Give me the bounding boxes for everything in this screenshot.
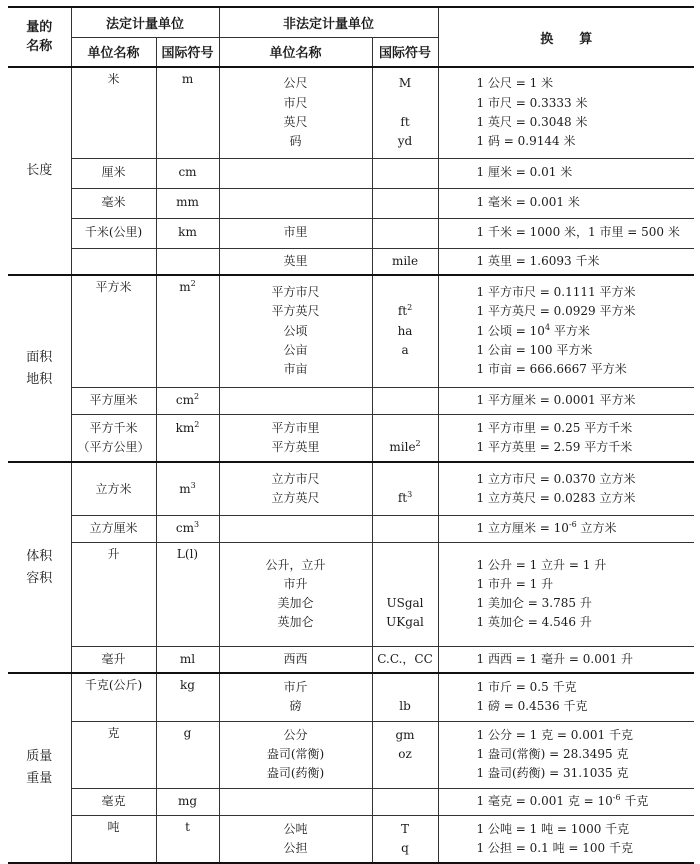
legal-unit-name-line: 吨: [107, 819, 120, 834]
nonlegal-unit-name-line: 西西: [283, 651, 308, 666]
legal-unit-name-line: 平方米: [95, 280, 132, 294]
legal-intl-symbol: [156, 387, 219, 414]
nonlegal-intl-symbol-line: ha: [397, 323, 413, 338]
legal-unit-name: [71, 462, 156, 515]
conversion-cell-line: 1 英尺 = 0.3048 米: [476, 114, 588, 129]
nonlegal-unit-name-line: 英里: [283, 253, 308, 268]
legal-intl-symbol-line: mm: [176, 195, 199, 210]
table-row: [8, 462, 694, 515]
nonlegal-unit-name-line: 英尺: [283, 114, 308, 129]
nonlegal-intl-symbol: [372, 462, 438, 515]
legal-unit-name-line: 毫升: [101, 651, 126, 666]
nonlegal-unit-name: [219, 515, 372, 542]
legal-unit-name: [71, 67, 156, 158]
legal-unit-name: [71, 218, 156, 248]
conversion-cell-line: 1 毫米 = 0.001 米: [476, 195, 580, 210]
legal-unit-name: [71, 158, 156, 188]
nonlegal-intl-symbol: [372, 248, 438, 275]
nonlegal-unit-name: [219, 188, 372, 218]
legal-unit-name-line: [72, 695, 156, 714]
legal-intl-symbol: [156, 158, 219, 188]
legal-intl-symbol-line: [157, 602, 219, 621]
header-legal-unit-name: 单位名称: [71, 37, 156, 67]
legal-intl-symbol-line: m: [181, 72, 194, 86]
nonlegal-intl-symbol: [372, 67, 438, 158]
nonlegal-intl-symbol: [372, 542, 438, 646]
nonlegal-unit-name: [219, 387, 372, 414]
conversion-cell-line: 1 公分 = 1 克 = 0.001 千克: [476, 727, 633, 742]
nonlegal-intl-symbol-line: $ft^2$: [397, 303, 413, 319]
legal-intl-symbol: [156, 248, 219, 275]
legal-intl-symbol-line: $km^2$: [175, 419, 200, 435]
header-legal-units: 法定计量单位: [71, 7, 219, 37]
conversion-cell: [438, 188, 694, 218]
unit-conversion-table: [8, 6, 694, 864]
nonlegal-intl-symbol-line: [373, 556, 438, 575]
legal-intl-symbol: [156, 646, 219, 673]
nonlegal-intl-symbol: [372, 673, 438, 721]
conversion-cell-line: 1 美加仑 = 3.785 升: [476, 596, 592, 610]
nonlegal-unit-name-line: 平方英尺: [271, 304, 320, 319]
table-row: [8, 542, 694, 646]
legal-unit-name-line: 毫米: [101, 195, 126, 210]
nonlegal-intl-symbol-line: [373, 94, 438, 113]
conversion-cell-line: 1 英里 = 1.6093 千米: [476, 253, 600, 268]
conversion-cell-line: 1 公吨 = 1 吨 = 1000 千克: [476, 821, 630, 836]
legal-intl-symbol-line: [157, 695, 219, 714]
nonlegal-unit-name-line: 平方市尺: [271, 285, 320, 300]
nonlegal-unit-name: [219, 218, 372, 248]
table-body: [8, 67, 694, 863]
quantity-name: 面积: [26, 349, 53, 365]
quantity-name-cell: [8, 67, 71, 275]
nonlegal-unit-name: [219, 815, 372, 863]
nonlegal-unit-name-line: 公担: [283, 840, 308, 855]
legal-intl-symbol-line: g: [183, 725, 192, 740]
nonlegal-intl-symbol-line: mile: [391, 253, 419, 268]
table-row: [8, 67, 694, 158]
legal-unit-name: [71, 542, 156, 646]
nonlegal-unit-name: [219, 158, 372, 188]
nonlegal-intl-symbol: [372, 158, 438, 188]
nonlegal-unit-name: [219, 248, 372, 275]
conversion-cell: [438, 721, 694, 788]
nonlegal-unit-name: [219, 646, 372, 673]
nonlegal-unit-name-line: 公顷: [283, 323, 308, 338]
nonlegal-unit-name-line: 磅: [289, 699, 302, 714]
legal-unit-name-line: 千克(公斤): [84, 678, 143, 692]
nonlegal-unit-name-line: 立方市尺: [271, 471, 320, 486]
nonlegal-unit-name: [219, 275, 372, 387]
nonlegal-intl-symbol-line: a: [401, 342, 409, 357]
legal-intl-symbol: [156, 67, 219, 158]
nonlegal-intl-symbol-line: T: [401, 821, 410, 836]
quantity-name-cell: [8, 462, 71, 673]
conversion-cell-line: 1 西西 = 1 毫升 = 0.001 升: [476, 651, 633, 666]
legal-unit-name: [71, 188, 156, 218]
nonlegal-intl-symbol: [372, 387, 438, 414]
nonlegal-unit-name-line: 市尺: [283, 95, 308, 110]
table-row: [8, 248, 694, 275]
nonlegal-intl-symbol-line: gm: [395, 727, 415, 742]
nonlegal-intl-symbol-line: [373, 764, 438, 783]
legal-unit-name-line: 平方厘米: [89, 392, 138, 407]
table-row: [8, 815, 694, 863]
quantity-name-cell: [8, 275, 71, 462]
legal-unit-name-line: [72, 762, 156, 781]
conversion-cell: [438, 218, 694, 248]
legal-unit-name: [71, 275, 156, 387]
legal-intl-symbol: [156, 721, 219, 788]
conversion-cell-line: 1 平方市里 = 0.25 平方千米: [476, 420, 633, 435]
nonlegal-intl-symbol-line: [373, 360, 438, 379]
nonlegal-intl-symbol: [372, 218, 438, 248]
conversion-cell: [438, 67, 694, 158]
legal-unit-name: [71, 646, 156, 673]
conversion-cell: [438, 542, 694, 646]
nonlegal-intl-symbol-line: $ft^3$: [397, 489, 413, 505]
header-legal-intl-symbol: 国际符号: [156, 37, 219, 67]
legal-unit-name: [71, 815, 156, 863]
legal-unit-name: [71, 721, 156, 788]
legal-unit-name-line: [72, 837, 156, 856]
legal-intl-symbol: [156, 462, 219, 515]
header-quantity-name: [8, 7, 71, 67]
nonlegal-unit-name-line: 公分: [283, 727, 308, 742]
table-row: [8, 788, 694, 815]
nonlegal-unit-name-line: 市亩: [283, 362, 308, 377]
nonlegal-intl-symbol: [372, 646, 438, 673]
conversion-cell-line: 1 立方厘米 = $10^{-6}$ 立方米: [476, 519, 617, 535]
legal-intl-symbol-line: cm: [178, 165, 197, 180]
conversion-cell-line: 1 市尺 = 0.3333 米: [476, 95, 588, 110]
quantity-name: 体积: [26, 548, 53, 564]
nonlegal-unit-name-line: 平方市里: [271, 420, 320, 435]
legal-intl-symbol-line: mg: [177, 793, 198, 808]
conversion-cell-line: 1 毫克 = 0.001 克 = $10^{-6}$ 千克: [476, 792, 649, 808]
legal-intl-symbol: [156, 815, 219, 863]
quantity-name: 质量: [26, 749, 53, 764]
nonlegal-unit-name: [219, 462, 372, 515]
unit-conversion-document: [8, 6, 694, 864]
table-row: [8, 673, 694, 721]
legal-intl-symbol-line: [157, 743, 219, 762]
nonlegal-intl-symbol-line: C.C.，CC: [377, 651, 433, 666]
nonlegal-intl-symbol: [372, 275, 438, 387]
conversion-cell-line: 1 平方厘米 = 0.0001 平方米: [476, 392, 636, 407]
nonlegal-intl-symbol: [372, 788, 438, 815]
legal-intl-symbol-line: kg: [180, 678, 195, 692]
legal-intl-symbol-line: ml: [179, 651, 196, 666]
nonlegal-intl-symbol-line: UKgal: [386, 615, 424, 630]
nonlegal-intl-symbol: [372, 515, 438, 542]
nonlegal-intl-symbol-line: [373, 419, 438, 438]
nonlegal-unit-name-line: 码: [289, 133, 302, 148]
legal-unit-name: [71, 414, 156, 462]
legal-intl-symbol-line: $cm^3$: [175, 519, 200, 535]
nonlegal-intl-symbol: [372, 815, 438, 863]
conversion-cell-line: 1 千米 = 1000 米，1 市里 = 500 米: [476, 225, 680, 240]
legal-unit-name: [71, 673, 156, 721]
nonlegal-intl-symbol-line: USgal: [386, 596, 424, 610]
nonlegal-unit-name-line: 立方英尺: [271, 490, 320, 505]
nonlegal-intl-symbol-line: [373, 223, 438, 242]
nonlegal-unit-name-line: 市升: [283, 576, 308, 591]
quantity-name: 容积: [26, 570, 53, 586]
legal-unit-name-line: 平方千米: [89, 420, 138, 435]
nonlegal-intl-symbol-line: lb: [399, 699, 411, 714]
conversion-cell: [438, 387, 694, 414]
legal-unit-name-line: [72, 583, 156, 602]
conversion-cell: [438, 462, 694, 515]
legal-unit-name-line: 升: [107, 546, 120, 561]
conversion-cell: [438, 815, 694, 863]
table-row: [8, 218, 694, 248]
nonlegal-unit-name-line: 平方英里: [271, 439, 320, 454]
legal-unit-name-line: 厘米: [101, 165, 126, 180]
table-row: [8, 414, 694, 462]
nonlegal-intl-symbol-line: yd: [397, 133, 413, 148]
legal-intl-symbol-line: L(l): [176, 546, 199, 561]
nonlegal-unit-name-line: 盎司(药衡): [266, 766, 325, 781]
table-row: [8, 275, 694, 387]
nonlegal-unit-name-line: 市里: [283, 225, 308, 240]
legal-unit-name-line: 克: [107, 725, 120, 740]
legal-unit-name-line: 毫克: [101, 793, 126, 808]
legal-unit-name-line: [72, 252, 156, 271]
legal-intl-symbol-line: [157, 252, 219, 271]
nonlegal-unit-name-line: 公尺: [283, 76, 308, 91]
legal-unit-name-line: [72, 743, 156, 762]
conversion-cell: [438, 275, 694, 387]
nonlegal-unit-name-line: 公吨: [283, 821, 308, 836]
conversion-cell-line: 1 市亩 = 666.6667 平方米: [476, 362, 627, 377]
nonlegal-unit-name-line: 盎司(常衡): [266, 746, 325, 761]
legal-unit-name-line: 米: [107, 72, 120, 86]
conversion-cell-line: 1 公尺 = 1 米: [476, 76, 554, 91]
nonlegal-unit-name-line: 公升，立升: [265, 557, 326, 572]
conversion-cell-line: 1 市斤 = 0.5 千克: [476, 680, 577, 695]
legal-unit-name-line: （平方公里）: [77, 439, 150, 454]
nonlegal-unit-name: [219, 721, 372, 788]
legal-intl-symbol: [156, 515, 219, 542]
conversion-cell-line: 1 公顷 = $10^4$ 平方米: [476, 322, 590, 338]
legal-unit-name-line: 千米(公里): [84, 225, 143, 240]
legal-intl-symbol-line: [157, 583, 219, 602]
legal-unit-name: [71, 248, 156, 275]
header-nonlegal-intl-symbol: 国际符号: [372, 37, 438, 67]
nonlegal-unit-name: [219, 673, 372, 721]
quantity-name: 长度: [26, 163, 53, 178]
header-quantity-name-line: 名称: [26, 39, 53, 54]
conversion-cell: [438, 515, 694, 542]
header-nonlegal-unit-name: 单位名称: [219, 37, 372, 67]
conversion-cell: [438, 248, 694, 275]
legal-intl-symbol-line: [157, 837, 219, 856]
conversion-cell-line: 1 厘米 = 0.01 米: [476, 165, 573, 180]
table-row: [8, 158, 694, 188]
nonlegal-intl-symbol-line: ft: [400, 114, 410, 129]
nonlegal-intl-symbol: [372, 188, 438, 218]
legal-intl-symbol-line: t: [185, 819, 190, 834]
legal-intl-symbol-line: [157, 438, 219, 457]
legal-intl-symbol: [156, 788, 219, 815]
legal-intl-symbol-line: km: [178, 225, 197, 240]
nonlegal-intl-symbol-line: oz: [398, 746, 412, 761]
conversion-cell: [438, 158, 694, 188]
conversion-cell: [438, 646, 694, 673]
legal-intl-symbol-line: [157, 762, 219, 781]
nonlegal-intl-symbol-line: [373, 678, 438, 697]
nonlegal-intl-symbol-line: mile$^2$: [389, 438, 421, 454]
nonlegal-unit-name-line: 美加仑: [277, 596, 314, 610]
legal-unit-name-line: 立方厘米: [89, 520, 138, 535]
conversion-cell: [438, 414, 694, 462]
conversion-cell-line: 1 磅 = 0.4536 千克: [476, 699, 588, 714]
conversion-cell-line: 1 平方市尺 = 0.1111 平方米: [476, 285, 636, 300]
nonlegal-intl-symbol-line: q: [401, 840, 409, 855]
conversion-cell: [438, 673, 694, 721]
header-quantity-name-line: 量的: [26, 19, 53, 35]
legal-intl-symbol-line: $m^3$: [179, 481, 196, 497]
legal-intl-symbol-line: [157, 564, 219, 583]
legal-intl-symbol: [156, 542, 219, 646]
legal-intl-symbol: [156, 188, 219, 218]
conversion-cell-line: 1 市升 = 1 升: [476, 576, 554, 591]
table-row: [8, 515, 694, 542]
quantity-name: 重量: [26, 771, 53, 786]
table-row: [8, 188, 694, 218]
nonlegal-unit-name: [219, 67, 372, 158]
legal-unit-name-line: [72, 564, 156, 583]
nonlegal-unit-name-line: 公亩: [283, 342, 308, 357]
legal-intl-symbol: [156, 414, 219, 462]
conversion-cell-line: 1 平方英尺 = 0.0929 平方米: [476, 304, 636, 319]
legal-unit-name: [71, 515, 156, 542]
nonlegal-intl-symbol-line: [373, 575, 438, 594]
nonlegal-intl-symbol-line: [373, 470, 438, 489]
conversion-cell-line: 1 平方英里 = 2.59 平方千米: [476, 439, 633, 454]
legal-unit-name: [71, 387, 156, 414]
header-nonlegal-units: 非法定计量单位: [219, 7, 438, 37]
table-row: [8, 721, 694, 788]
nonlegal-intl-symbol: [372, 721, 438, 788]
quantity-name-cell: [8, 673, 71, 863]
conversion-cell-line: 1 立方英尺 = 0.0283 立方米: [476, 490, 636, 505]
nonlegal-unit-name-line: 市斤: [283, 680, 308, 695]
conversion-cell-line: 1 公亩 = 100 平方米: [476, 342, 593, 357]
legal-intl-symbol: [156, 275, 219, 387]
conversion-cell-line: 1 码 = 0.9144 米: [476, 133, 576, 148]
conversion-cell-line: 1 盎司(常衡) = 28.3495 克: [476, 746, 629, 761]
conversion-cell: [438, 788, 694, 815]
nonlegal-intl-symbol-line: [373, 283, 438, 302]
nonlegal-unit-name: [219, 542, 372, 646]
quantity-name: 地积: [26, 371, 53, 387]
nonlegal-unit-name-line: 英加仑: [277, 615, 314, 630]
conversion-cell-line: 1 立方市尺 = 0.0370 立方米: [476, 471, 636, 486]
table-row: [8, 646, 694, 673]
legal-intl-symbol: [156, 673, 219, 721]
legal-intl-symbol: [156, 218, 219, 248]
nonlegal-unit-name: [219, 414, 372, 462]
legal-unit-name: [71, 788, 156, 815]
conversion-cell-line: 1 盎司(药衡) = 31.1035 克: [476, 766, 629, 781]
legal-unit-name-line: [72, 602, 156, 621]
table-row: [8, 387, 694, 414]
nonlegal-unit-name: [219, 788, 372, 815]
header-conversion: 换 算: [438, 7, 694, 67]
conversion-cell-line: 1 公升 = 1 立升 = 1 升: [476, 557, 607, 572]
nonlegal-intl-symbol: [372, 414, 438, 462]
legal-intl-symbol-line: $m^2$: [179, 279, 196, 294]
legal-unit-name-line: 立方米: [95, 482, 132, 497]
conversion-cell-line: 1 公担 = 0.1 吨 = 100 千克: [476, 840, 633, 855]
nonlegal-intl-symbol-line: M: [398, 76, 412, 91]
conversion-cell-line: 1 英加仑 = 4.546 升: [476, 615, 592, 630]
legal-intl-symbol-line: $cm^2$: [175, 391, 200, 407]
